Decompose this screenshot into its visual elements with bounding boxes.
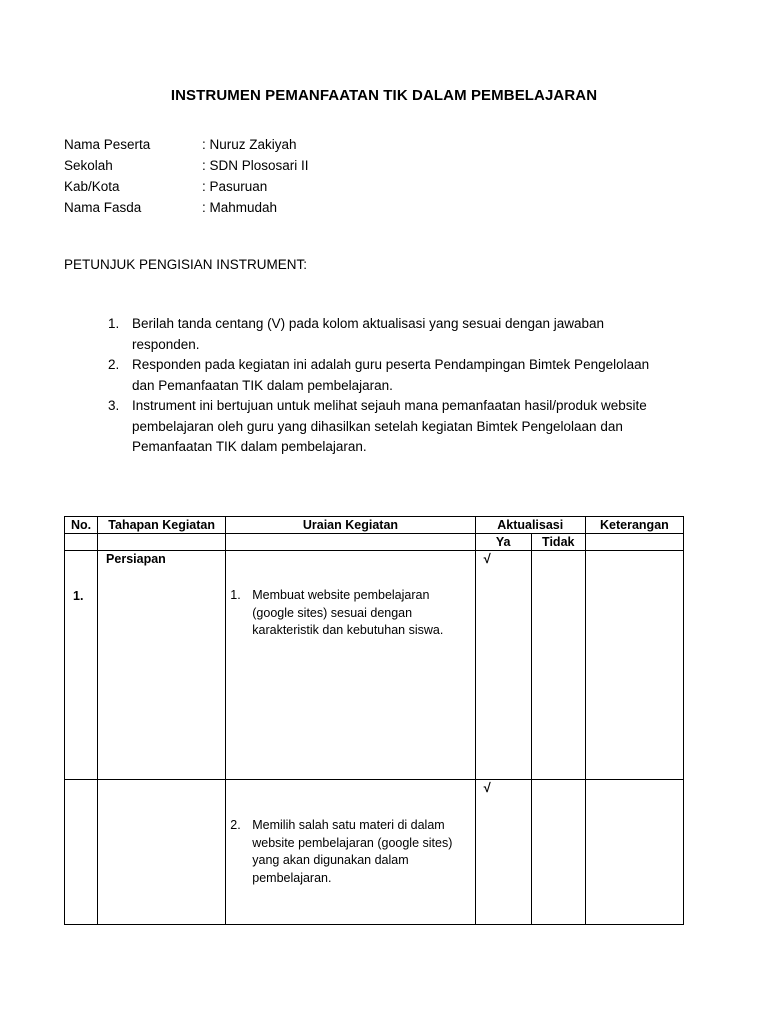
cell-tidak <box>531 780 585 925</box>
activity-item <box>230 817 470 887</box>
info-value: : Mahmudah <box>202 200 278 215</box>
cell-tidak <box>531 551 585 780</box>
table-header-row <box>65 517 684 534</box>
instructions-list <box>108 314 668 458</box>
info-label: Nama Peserta <box>64 137 151 152</box>
cell-no <box>65 780 98 925</box>
info-label: Sekolah <box>64 158 113 173</box>
info-row-kab-kota <box>64 176 309 197</box>
stage-label: Persiapan <box>106 552 166 566</box>
subheader-empty <box>226 534 475 551</box>
activity-item <box>230 587 470 640</box>
info-value: : Pasuruan <box>202 179 268 194</box>
activity-number: 2. <box>230 818 241 832</box>
info-label: Nama Fasda <box>64 200 142 215</box>
instruction-number: 1. <box>108 316 120 331</box>
info-row-nama-fasda <box>64 197 309 218</box>
checkmark-icon: √ <box>483 780 491 795</box>
info-label: Kab/Kota <box>64 179 120 194</box>
cell-keterangan <box>585 780 683 925</box>
header-aktualisasi: Aktualisasi <box>475 517 585 534</box>
instruction-item <box>108 355 668 396</box>
header-no: No. <box>65 517 98 534</box>
info-value: : Nuruz Zakiyah <box>202 137 297 152</box>
info-row-nama-peserta <box>64 134 309 155</box>
table-row <box>65 551 684 780</box>
row-number: 1. <box>73 589 84 603</box>
instruction-number: 3. <box>108 398 120 413</box>
cell-uraian <box>226 551 475 780</box>
cell-tahapan <box>98 780 226 925</box>
header-tahapan: Tahapan Kegiatan <box>98 517 226 534</box>
subheader-empty <box>98 534 226 551</box>
instruction-text: Instrument ini bertujuan untuk melihat sejauh mana pemanfaatan hasil/produk website pembelajaran oleh guru yang dihasilkan setelah kegiatan Bimtek Pengelolaan dan Pemanfaatan TIK dalam pembelajaran. <box>132 398 647 454</box>
instruction-item <box>108 396 668 458</box>
participant-info <box>64 134 309 218</box>
header-tidak: Tidak <box>531 534 585 551</box>
table-subheader-row <box>65 534 684 551</box>
activity-text: Membuat website pembelajaran (google sites) sesuai dengan karakteristik dan kebutuhan siswa. <box>252 588 444 637</box>
instruction-item <box>108 314 668 355</box>
cell-ya <box>475 551 531 780</box>
cell-tahapan <box>98 551 226 780</box>
activity-number: 1. <box>230 588 241 602</box>
instruction-text: Berilah tanda centang (V) pada kolom aktualisasi yang sesuai dengan jawaban responden. <box>132 316 605 352</box>
cell-uraian <box>226 780 475 925</box>
cell-keterangan <box>585 551 683 780</box>
info-row-sekolah <box>64 155 309 176</box>
table-row <box>65 780 684 925</box>
assessment-table <box>64 516 684 925</box>
header-uraian: Uraian Kegiatan <box>226 517 475 534</box>
checkmark-icon: √ <box>483 551 491 566</box>
cell-ya <box>475 780 531 925</box>
header-keterangan: Keterangan <box>585 517 683 534</box>
instruction-number: 2. <box>108 357 120 372</box>
subheader-empty <box>65 534 98 551</box>
info-value: : SDN Plososari II <box>202 158 309 173</box>
instructions-heading: PETUNJUK PENGISIAN INSTRUMENT: <box>64 257 308 272</box>
subheader-empty <box>585 534 683 551</box>
instruction-text: Responden pada kegiatan ini adalah guru peserta Pendampingan Bimtek Pengelolaan dan Pemanfaatan TIK dalam pembelajaran. <box>132 357 650 393</box>
cell-no <box>65 551 98 780</box>
header-ya: Ya <box>475 534 531 551</box>
activity-text: Memilih salah satu materi di dalam website pembelajaran (google sites) yang akan digunakan dalam pembelajaran. <box>252 818 453 885</box>
document-title: INSTRUMEN PEMANFAATAN TIK DALAM PEMBELAJARAN <box>170 87 598 104</box>
